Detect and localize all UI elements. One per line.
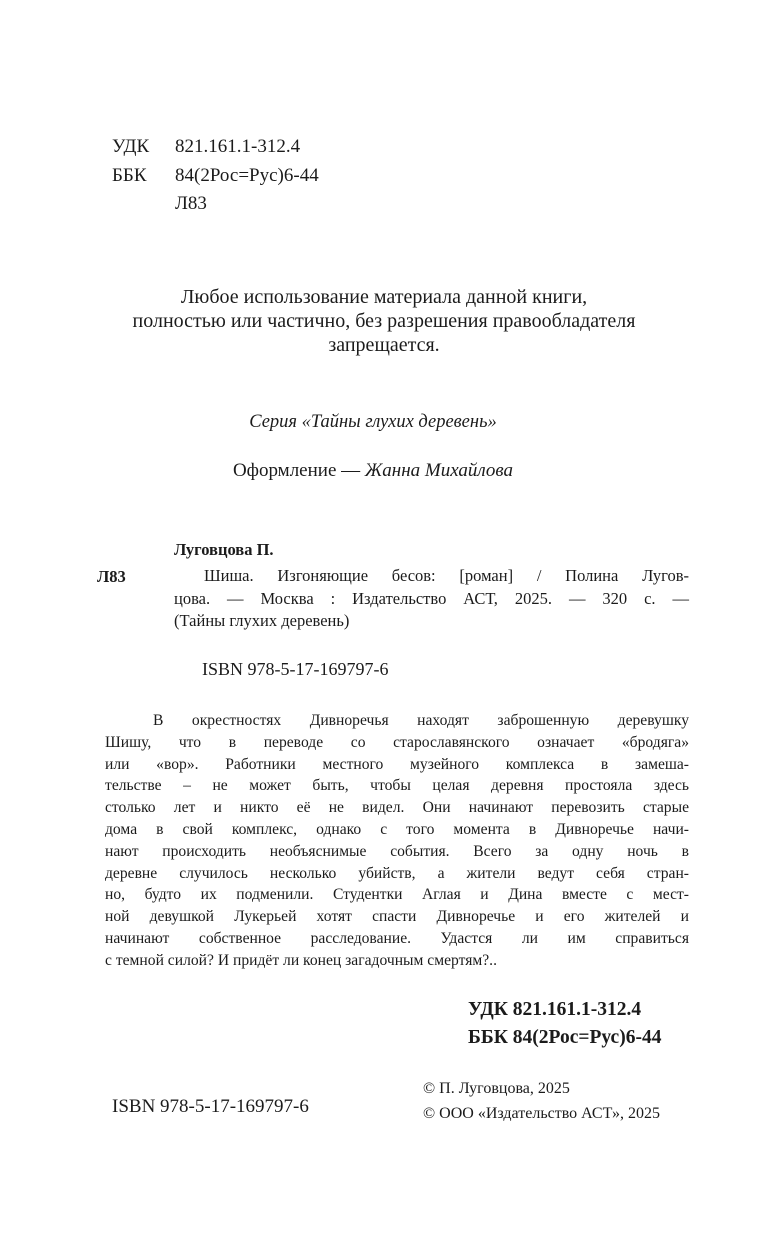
- catalog-entry-line: (Тайны глухих деревень): [174, 611, 350, 630]
- catalog-entry: [174, 565, 689, 633]
- annotation-line: столько лет и никто её не видел. Они начинают перевозить старые: [105, 799, 689, 817]
- rights-notice-line: полностью или частично, без разрешения правообладателя: [132, 310, 636, 333]
- design-credit-name: Жанна Михайлова: [364, 460, 514, 481]
- design-credit: [40, 460, 706, 482]
- bbk-value: 84(2Рос=Рус)6-44: [175, 164, 319, 186]
- bbk-bottom: ББК 84(2Рос=Рус)6-44: [468, 1026, 662, 1048]
- rights-notice: [40, 285, 728, 358]
- isbn-catalog: ISBN 978-5-17-169797-6: [202, 659, 389, 679]
- annotation-paragraph: [105, 710, 689, 972]
- author-sign-row: [112, 190, 319, 219]
- copyright-publisher: © ООО «Издательство АСТ», 2025: [423, 1105, 660, 1123]
- copyright-block: [423, 1076, 660, 1126]
- annotation-line: дома в свой комплекс, однако с того момента в Дивноречье начи-: [105, 820, 689, 838]
- udk-value: 821.161.1-312.4: [175, 136, 301, 157]
- bbk-label: ББК: [112, 164, 147, 186]
- udk-bottom: УДК 821.161.1-312.4: [468, 999, 642, 1020]
- catalog-entry-line: цова. — Москва : Издательство АСТ, 2025. — 320 с. —: [174, 588, 689, 608]
- bbk-row: [112, 162, 319, 191]
- udk-label: УДК: [112, 136, 150, 157]
- annotation-line: ной девушкой Лукерьей хотят спасти Дивноречье и его жителей и: [105, 908, 689, 926]
- rights-notice-line: Любое использование материала данной книги,: [180, 286, 588, 308]
- annotation-line: нают происходить необъяснимые события. Всего за одну ночь в: [105, 842, 689, 860]
- classification-block: [112, 133, 319, 219]
- annotation-line: но, будто их подменили. Студентки Аглая и Дина вместе с мест-: [105, 886, 689, 904]
- udk-row: [112, 133, 319, 162]
- annotation-line: тельстве – не может быть, чтобы целая деревня простояла здесь: [105, 777, 689, 795]
- isbn-footer: ISBN 978-5-17-169797-6: [112, 1096, 309, 1117]
- catalog-author: Луговцова П.: [174, 540, 274, 559]
- design-credit-label: Оформление —: [232, 460, 365, 481]
- catalog-entry-line: Шиша. Изгоняющие бесов: [роман] / Полина Лугов-: [204, 566, 689, 585]
- annotation-line: с темной силой? И придёт ли конец загадочным смертям?..: [105, 951, 497, 969]
- series-title: Серия «Тайны глухих деревень»: [249, 412, 497, 432]
- annotation-line: или «вор». Работники местного музейного комплекса в замеша-: [105, 755, 689, 773]
- annotation-line: начинают собственное расследование. Удастся ли им справиться: [105, 929, 689, 947]
- annotation-line: Шишу, что в переводе со старославянского означает «бродяга»: [105, 733, 689, 751]
- bottom-classification-block: [468, 996, 661, 1051]
- copyright-author: © П. Луговцова, 2025: [423, 1080, 570, 1097]
- annotation-line: В окрестностях Дивноречья находят заброшенную деревушку: [153, 712, 689, 729]
- catalog-sign: Л83: [97, 567, 126, 586]
- rights-notice-line: запрещается.: [328, 334, 440, 357]
- author-sign: Л83: [175, 193, 207, 214]
- annotation-line: деревне случилось несколько убийств, а жители ведут себя стран-: [105, 864, 689, 882]
